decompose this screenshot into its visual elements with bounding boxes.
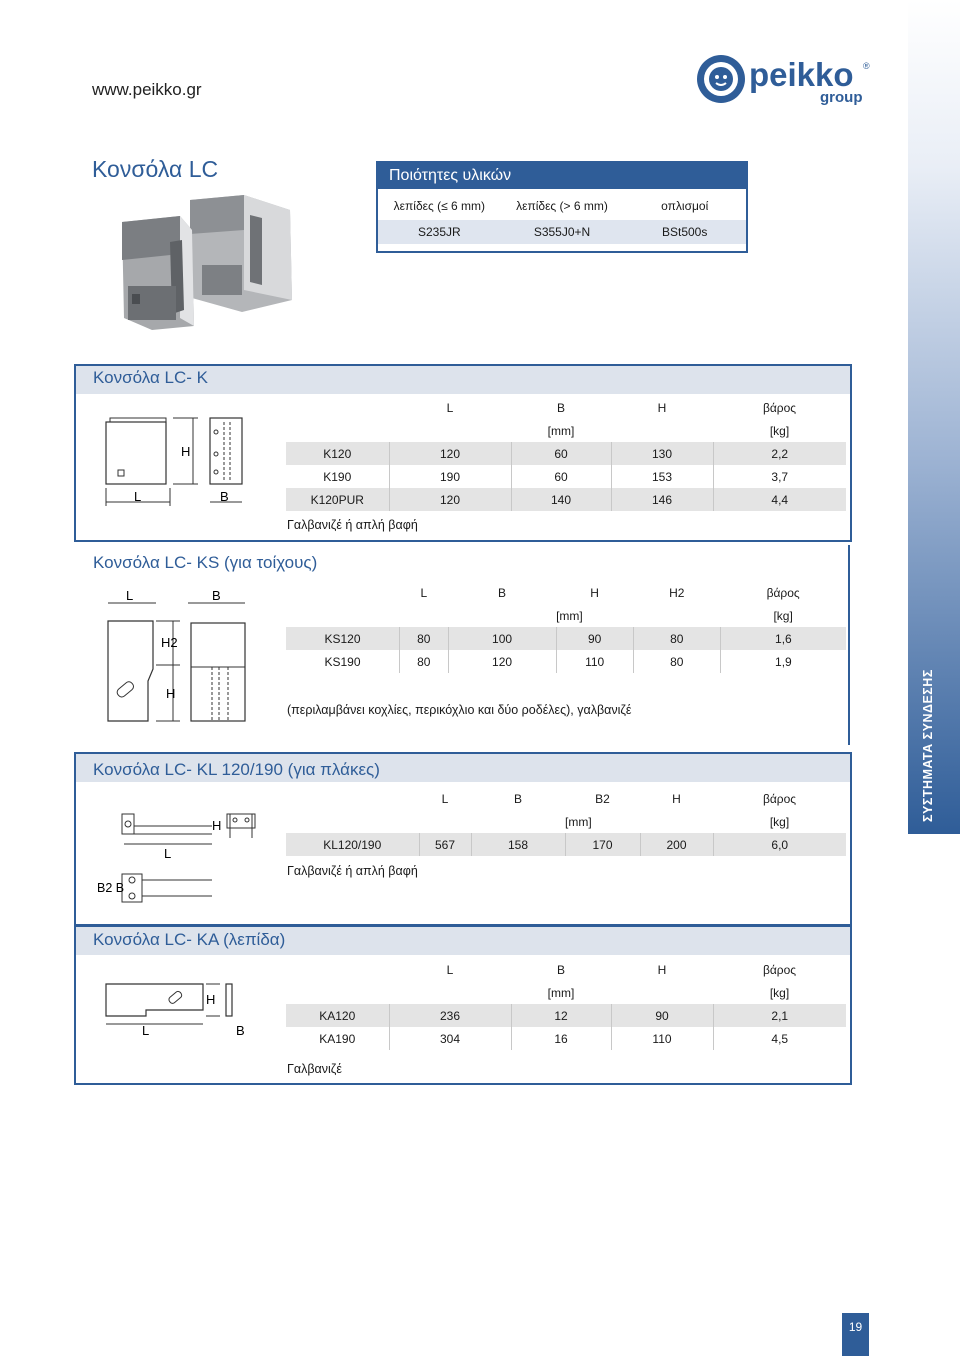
svg-text:H2: H2 xyxy=(161,635,178,650)
table-row: K120PUR 120 140 146 4,4 xyxy=(286,488,846,511)
table-row: K190 190 60 153 3,7 xyxy=(286,465,846,488)
table-row: K120 120 60 130 2,2 xyxy=(286,442,846,465)
product-photo xyxy=(92,190,302,330)
section-k-title: Κονσόλα LC- K xyxy=(93,368,208,387)
logo-wordmark: peikko xyxy=(749,56,854,93)
table-row: KL120/190 567 158 170 200 6,0 xyxy=(286,833,846,856)
section-kl-note: Γαλβανιζέ ή απλή βαφή xyxy=(287,864,418,878)
section-ka-table: L B H βάρος [mm] [kg] KA120 236 12 90 2,1 KA190 304 16 110 4,5 xyxy=(286,958,846,1050)
materials-box xyxy=(376,161,748,253)
svg-text:L: L xyxy=(142,1023,150,1038)
svg-text:L: L xyxy=(134,489,142,504)
section-kl-table: L B B2 H βάρος [mm] [kg] KL120/190 567 158 170 200 6,0 xyxy=(286,787,846,856)
website-url[interactable]: www.peikko.gr xyxy=(92,80,202,99)
section-kl-drawing xyxy=(92,808,262,908)
svg-text:L: L xyxy=(164,846,172,861)
page-title: Κονσόλα LC xyxy=(92,156,219,182)
section-ks-title: Κονσόλα LC- KS (για τοίχους) xyxy=(93,553,318,572)
svg-text:L: L xyxy=(126,588,134,603)
section-ka-title: Κονσόλα LC- KA (λεπίδα) xyxy=(93,930,286,949)
lion-emblem-icon xyxy=(697,55,745,103)
peikko-logo xyxy=(695,52,875,107)
materials-values-row: S235JR S355J0+N BSt500s xyxy=(378,220,746,244)
section-k-note: Γαλβανιζέ ή απλή βαφή xyxy=(287,518,418,532)
section-ks-table: L B H H2 βάρος [mm] [kg] KS120 80 100 90 80 1,6 KS190 80 120 110 80 1,9 xyxy=(286,581,846,673)
section-ks-drawing xyxy=(98,585,258,725)
svg-text:B: B xyxy=(236,1023,245,1038)
section-ka-drawing xyxy=(98,980,268,1040)
materials-heading: Ποιότητες υλικών xyxy=(378,163,746,189)
page-number: 19 xyxy=(842,1313,869,1356)
svg-text:H: H xyxy=(166,686,176,701)
svg-text:B: B xyxy=(212,588,221,603)
svg-text:H: H xyxy=(212,818,222,833)
section-kl-title: Κονσόλα LC- KL 120/190 (για πλάκες) xyxy=(93,760,380,779)
svg-text:H: H xyxy=(206,992,216,1007)
table-row: KA190 304 16 110 4,5 xyxy=(286,1027,846,1050)
table-row: KS190 80 120 110 80 1,9 xyxy=(286,650,846,673)
svg-text:B: B xyxy=(220,489,229,504)
section-k-table: L B H βάρος [mm] [kg] K120 120 60 130 2,2 K190 190 60 153 3,7 K120PUR 120 140 146 4,4 xyxy=(286,396,846,511)
table-row: KA120 236 12 90 2,1 xyxy=(286,1004,846,1027)
table-row: KS120 80 100 90 80 1,6 xyxy=(286,627,846,650)
section-ks-note: (περιλαμβάνει κοχλίες, περικόχλιο και δύο ροδέλες), γαλβανιζέ xyxy=(287,703,632,717)
svg-text:B2 B: B2 B xyxy=(97,881,125,895)
side-tab-label xyxy=(921,800,960,822)
svg-text:®: ® xyxy=(863,61,870,71)
svg-text:H: H xyxy=(181,444,191,459)
logo-group: group xyxy=(820,89,863,106)
materials-labels-row: λεπίδες (≤ 6 mm) λεπίδες (> 6 mm) οπλισμοί xyxy=(393,199,709,213)
section-k-drawing xyxy=(98,408,258,513)
section-ka-note: Γαλβανιζέ xyxy=(287,1062,342,1076)
